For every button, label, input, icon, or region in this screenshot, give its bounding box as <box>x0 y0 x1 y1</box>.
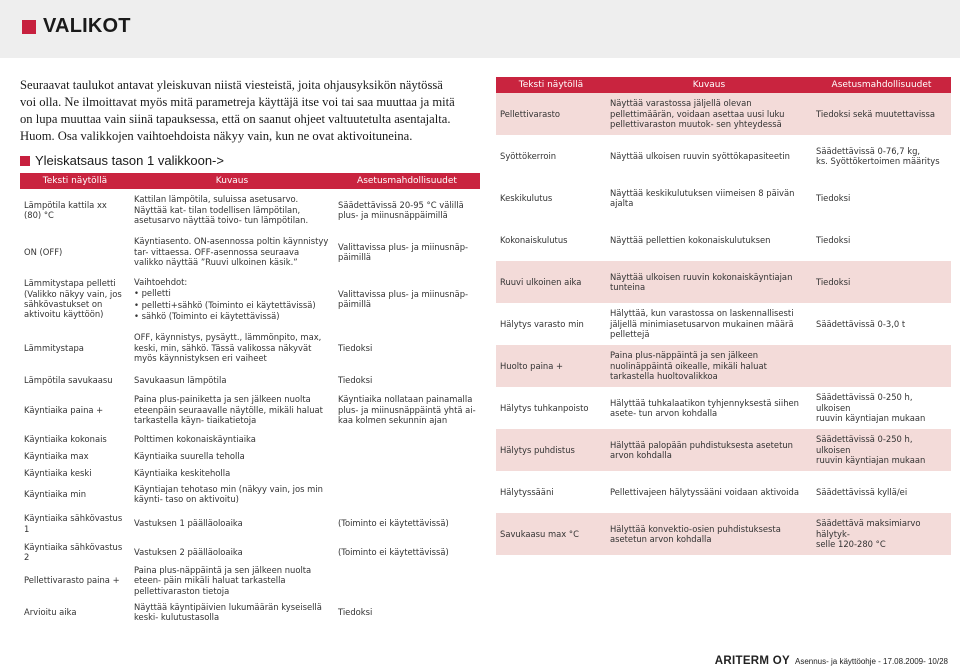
cell-description <box>130 564 334 597</box>
table-row <box>20 541 480 564</box>
cell-description <box>130 482 334 506</box>
column-header: Teksti näytöllä <box>496 77 606 93</box>
cell-description <box>130 430 334 448</box>
description-text: Kattilan lämpötila, suluissa asetusarvo. Näyttää kat- tilan todellisen lämpötilan, asetusarvo näyttää toivo- tun lämpötilan. <box>134 194 309 226</box>
section-heading <box>20 153 224 168</box>
cell-display-text: Arvioitu aika <box>24 606 77 617</box>
description-text: Hälyttää, kun varastossa on laskennallisesti jäljellä minimiasetusarvon mukainen määrä pellettejä <box>610 308 794 340</box>
cell-description <box>606 513 812 555</box>
cell-display-text: Käyntiaika sähkövastus 2 <box>24 542 123 563</box>
intro-line: Huom. Osa valikkojen vaihtoehdoista näkyy vain, kun ne ovat aktivoituneina. <box>20 129 413 143</box>
cell-description <box>130 371 334 390</box>
table-row <box>496 387 951 429</box>
table-row <box>20 390 480 430</box>
description-text: Käyntiaika suurella teholla <box>134 451 245 462</box>
cell-display-text: Lämpötila savukaasu <box>24 375 113 386</box>
cell-description <box>606 387 812 429</box>
table-row <box>20 231 480 273</box>
cell-description <box>606 429 812 471</box>
cell-settings <box>812 345 951 387</box>
footer-text: Asennus- ja käyttöohje - 17.08.2009- 10/28 <box>795 657 948 666</box>
cell-description <box>130 541 334 564</box>
cell-description <box>606 219 812 261</box>
cell-description <box>130 465 334 482</box>
table-row <box>20 325 480 371</box>
cell-settings: Tiedoksi <box>338 342 373 353</box>
table-row <box>20 448 480 465</box>
cell-display-text: Pellettivarasto <box>496 93 606 135</box>
cell-settings: Valittavissa plus- ja miinusnäp- päimillä <box>338 241 469 262</box>
description-text: Hälyttää tuhkalaatikon tyhjennyksestä siihen asete- tun arvon kohdalla <box>610 397 799 418</box>
cell-settings: Säädettävissä 0-76,7 kg, ks. Syöttökertoimen määritys <box>816 145 940 166</box>
description-text: Hälyttää konvektio-osien puhdistuksesta asetetun arvon kohdalla <box>610 523 781 544</box>
cell-display-text: Lämpötila kattila xx (80) °C <box>24 199 107 220</box>
option-bullet: • pelletti+sähkö (Toiminto ei käytettävissä) <box>134 300 330 310</box>
table-row <box>496 219 951 261</box>
cell-description <box>130 273 334 325</box>
cell-display-text: Lämmitystapa pelletti (Valikko näkyy vain, jos sähkövastukset on aktivoitu käyttöön) <box>24 278 122 320</box>
description-text: Paina plus-näppäintä ja sen jälkeen nuolinäppäintä oikealle, mikäli haluat tarkastella huoltovalikkoa <box>610 350 767 382</box>
cell-settings: Säädettävissä 0-250 h, ulkoisen ruuvin käyntiajan mukaan <box>812 429 951 471</box>
cell-description <box>606 345 812 387</box>
intro-line: voi olla. Ne ilmoittavat myös mitä parametreja käyttäjä itse voi tai saa muuttaa ja mitä <box>20 95 455 109</box>
cell-description <box>606 93 812 135</box>
description-text: Näyttää pellettien kokonaiskulutuksen <box>610 234 771 245</box>
page-footer <box>715 655 948 667</box>
table-row <box>496 261 951 303</box>
cell-description <box>606 177 812 219</box>
table-row <box>496 303 951 345</box>
table-row <box>20 465 480 482</box>
section-accent-square <box>20 156 30 166</box>
cell-description <box>606 135 812 177</box>
cell-description <box>606 261 812 303</box>
table-row <box>496 93 951 135</box>
intro-paragraph <box>20 77 480 145</box>
table-row <box>496 345 951 387</box>
cell-settings <box>334 430 480 448</box>
cell-settings: Tiedoksi <box>338 606 373 617</box>
description-text: Näyttää ulkoisen ruuvin syöttökapasiteetin <box>610 150 790 161</box>
column-header: Asetusmahdollisuudet <box>334 173 480 189</box>
cell-settings: Säädettävissä 20-95 °C välillä plus- ja miinusnäppäimillä <box>338 199 464 220</box>
menu-table-level1-continued <box>496 77 951 555</box>
cell-display-text: Käyntiaika min <box>24 488 87 499</box>
cell-display-text: Käyntiaika max <box>24 451 89 462</box>
cell-description <box>130 231 334 273</box>
cell-settings: Säädettävissä 0-3,0 t <box>816 318 906 329</box>
cell-display-text: Hälytys tuhkanpoisto <box>500 402 589 413</box>
description-text: Käyntiaika keskiteholla <box>134 468 231 479</box>
table-row <box>20 273 480 325</box>
cell-display-text: Hälytyssääni <box>500 486 554 497</box>
description-text: Näyttää keskikulutuksen viimeisen 8 päivän ajalta <box>610 187 795 208</box>
table-row <box>20 482 480 506</box>
cell-description <box>606 303 812 345</box>
description-text: Polttimen kokonaiskäyntiaika <box>134 433 256 444</box>
cell-display-text: Hälytys varasto min <box>500 318 584 329</box>
cell-settings: Säädettävissä 0-250 h, ulkoisen ruuvin käyntiajan mukaan <box>816 392 926 424</box>
column-header: Asetusmahdollisuudet <box>812 77 951 93</box>
cell-settings <box>334 465 480 482</box>
column-header: Teksti näytöllä <box>20 173 130 189</box>
description-text: Hälyttää palopään puhdistuksesta asetetun arvon kohdalla <box>610 439 793 460</box>
cell-settings: (Toiminto ei käytettävissä) <box>338 547 449 558</box>
table-row <box>20 189 480 231</box>
option-bullet: • pelletti <box>134 288 330 298</box>
cell-settings <box>334 482 480 506</box>
cell-description <box>130 189 334 231</box>
cell-settings: Tiedoksi <box>338 375 373 386</box>
description-text: OFF, käynnistys, pysäytt., lämmönpito, max, keski, min, sähkö. Tässä valikossa näkyvät myös käynnistyksen eri vaiheet <box>134 332 322 364</box>
page-title: VALIKOT <box>43 15 131 37</box>
description-text: Käyntiasento. ON-asennossa poltin käynnistyy tar- vittaessa. OFF-asennossa seuraava valikko näyttää ”Ruuvi ulkoinen käsik.” <box>134 236 329 268</box>
cell-description <box>130 506 334 541</box>
section-heading-text: Yleiskatsaus tason 1 valikkoon-> <box>35 153 224 168</box>
table-row <box>20 371 480 390</box>
header-accent-square <box>22 20 36 34</box>
description-text: Vaihtoehdot: <box>134 276 188 287</box>
cell-description <box>130 448 334 465</box>
intro-line: Seuraavat taulukot antavat yleiskuvan niistä viesteistä, joita ohjausyksikön näytössä <box>20 78 443 92</box>
cell-display-text: Lämmitystapa <box>24 342 84 353</box>
cell-settings: (Toiminto ei käytettävissä) <box>338 518 449 529</box>
footer-brand: ARITERM OY <box>714 655 790 667</box>
cell-settings: Valittavissa plus- ja miinusnäp- päimillä <box>338 288 469 309</box>
cell-settings: Tiedoksi <box>816 234 851 245</box>
cell-display-text: Käyntiaika keski <box>24 468 92 479</box>
table-row <box>496 135 951 177</box>
description-text: Savukaasun lämpötila <box>134 375 227 386</box>
description-text: Vastuksen 2 päälläoloaika <box>134 547 243 558</box>
table-row <box>496 429 951 471</box>
cell-description <box>130 597 334 627</box>
header-bar <box>0 0 960 58</box>
cell-display-text: Käyntiaika paina + <box>24 404 104 415</box>
cell-display-text: Ruuvi ulkoinen aika <box>496 261 606 303</box>
description-text: Pellettivajeen hälytyssääni voidaan aktivoida <box>610 486 799 497</box>
cell-settings: Tiedoksi <box>812 261 951 303</box>
cell-display-text: Syöttökerroin <box>500 150 557 161</box>
cell-settings: Säädettävissä kyllä/ei <box>816 486 908 497</box>
cell-display-text: ON (OFF) <box>24 246 63 257</box>
description-text: Vastuksen 1 päälläoloaika <box>134 518 243 529</box>
cell-display-text: Keskikulutus <box>500 192 553 203</box>
table-row <box>496 471 951 513</box>
cell-settings <box>334 448 480 465</box>
cell-description <box>130 390 334 430</box>
description-text: Näyttää ulkoisen ruuvin kokonaiskäyntiajan tunteina <box>610 271 793 292</box>
description-text: Näyttää varastossa jäljellä olevan pellettimäärän, voidaan asettaa uusi luku pellettivaraston muutok- sen yhteydessä <box>610 98 785 130</box>
table-row <box>20 430 480 448</box>
cell-description <box>130 325 334 371</box>
menu-table-level1 <box>20 173 480 627</box>
column-header: Kuvaus <box>606 77 812 93</box>
cell-settings: Tiedoksi <box>816 192 851 203</box>
table-row <box>20 506 480 541</box>
description-text: Näyttää käyntipäivien lukumäärän kyseisellä keski- kulutustasolla <box>134 601 322 623</box>
cell-settings: Tiedoksi sekä muutettavissa <box>812 93 951 135</box>
cell-display-text: Huolto paina + <box>496 345 606 387</box>
table-row <box>20 597 480 627</box>
table-row <box>20 564 480 597</box>
intro-line: on lupa muuttaa vain siinä tapauksessa, että on saanut ohjeet valtuutetulta asentajalta. <box>20 112 451 126</box>
description-text: Käyntiajan tehotaso min (näkyy vain, jos min käynti- taso on aktivoitu) <box>134 483 323 504</box>
cell-description <box>606 471 812 513</box>
table-row <box>496 177 951 219</box>
cell-display-text: Kokonaiskulutus <box>500 234 568 245</box>
description-text: Paina plus-painiketta ja sen jälkeen nuolta eteenpäin seuraavalle näytölle, mikäli haluat tarkastella käyn- tiaikatietoja <box>134 394 323 426</box>
cell-display-text: Käyntiaika sähkövastus 1 <box>24 513 123 534</box>
description-text: Paina plus-näppäintä ja sen jälkeen nuolta eteen- päin mikäli haluat tarkastella pellettivaraston tietoja <box>134 564 312 596</box>
cell-settings: Säädettävä maksimiarvo hälytyk- selle 120-280 °C <box>812 513 951 555</box>
cell-display-text: Käyntiaika kokonais <box>24 433 107 444</box>
cell-settings <box>334 564 480 597</box>
table-row <box>496 513 951 555</box>
cell-display-text: Savukaasu max °C <box>496 513 606 555</box>
cell-display-text: Hälytys puhdistus <box>496 429 606 471</box>
cell-display-text: Pellettivarasto paina + <box>24 575 120 586</box>
cell-settings: Käyntiaika nollataan painamalla plus- ja miinusnäppäintä yhtä ai- kaa kolmen sekunnin ajan <box>338 394 476 426</box>
option-bullet: • sähkö (Toiminto ei käytettävissä) <box>134 311 330 321</box>
column-header: Kuvaus <box>130 173 334 189</box>
